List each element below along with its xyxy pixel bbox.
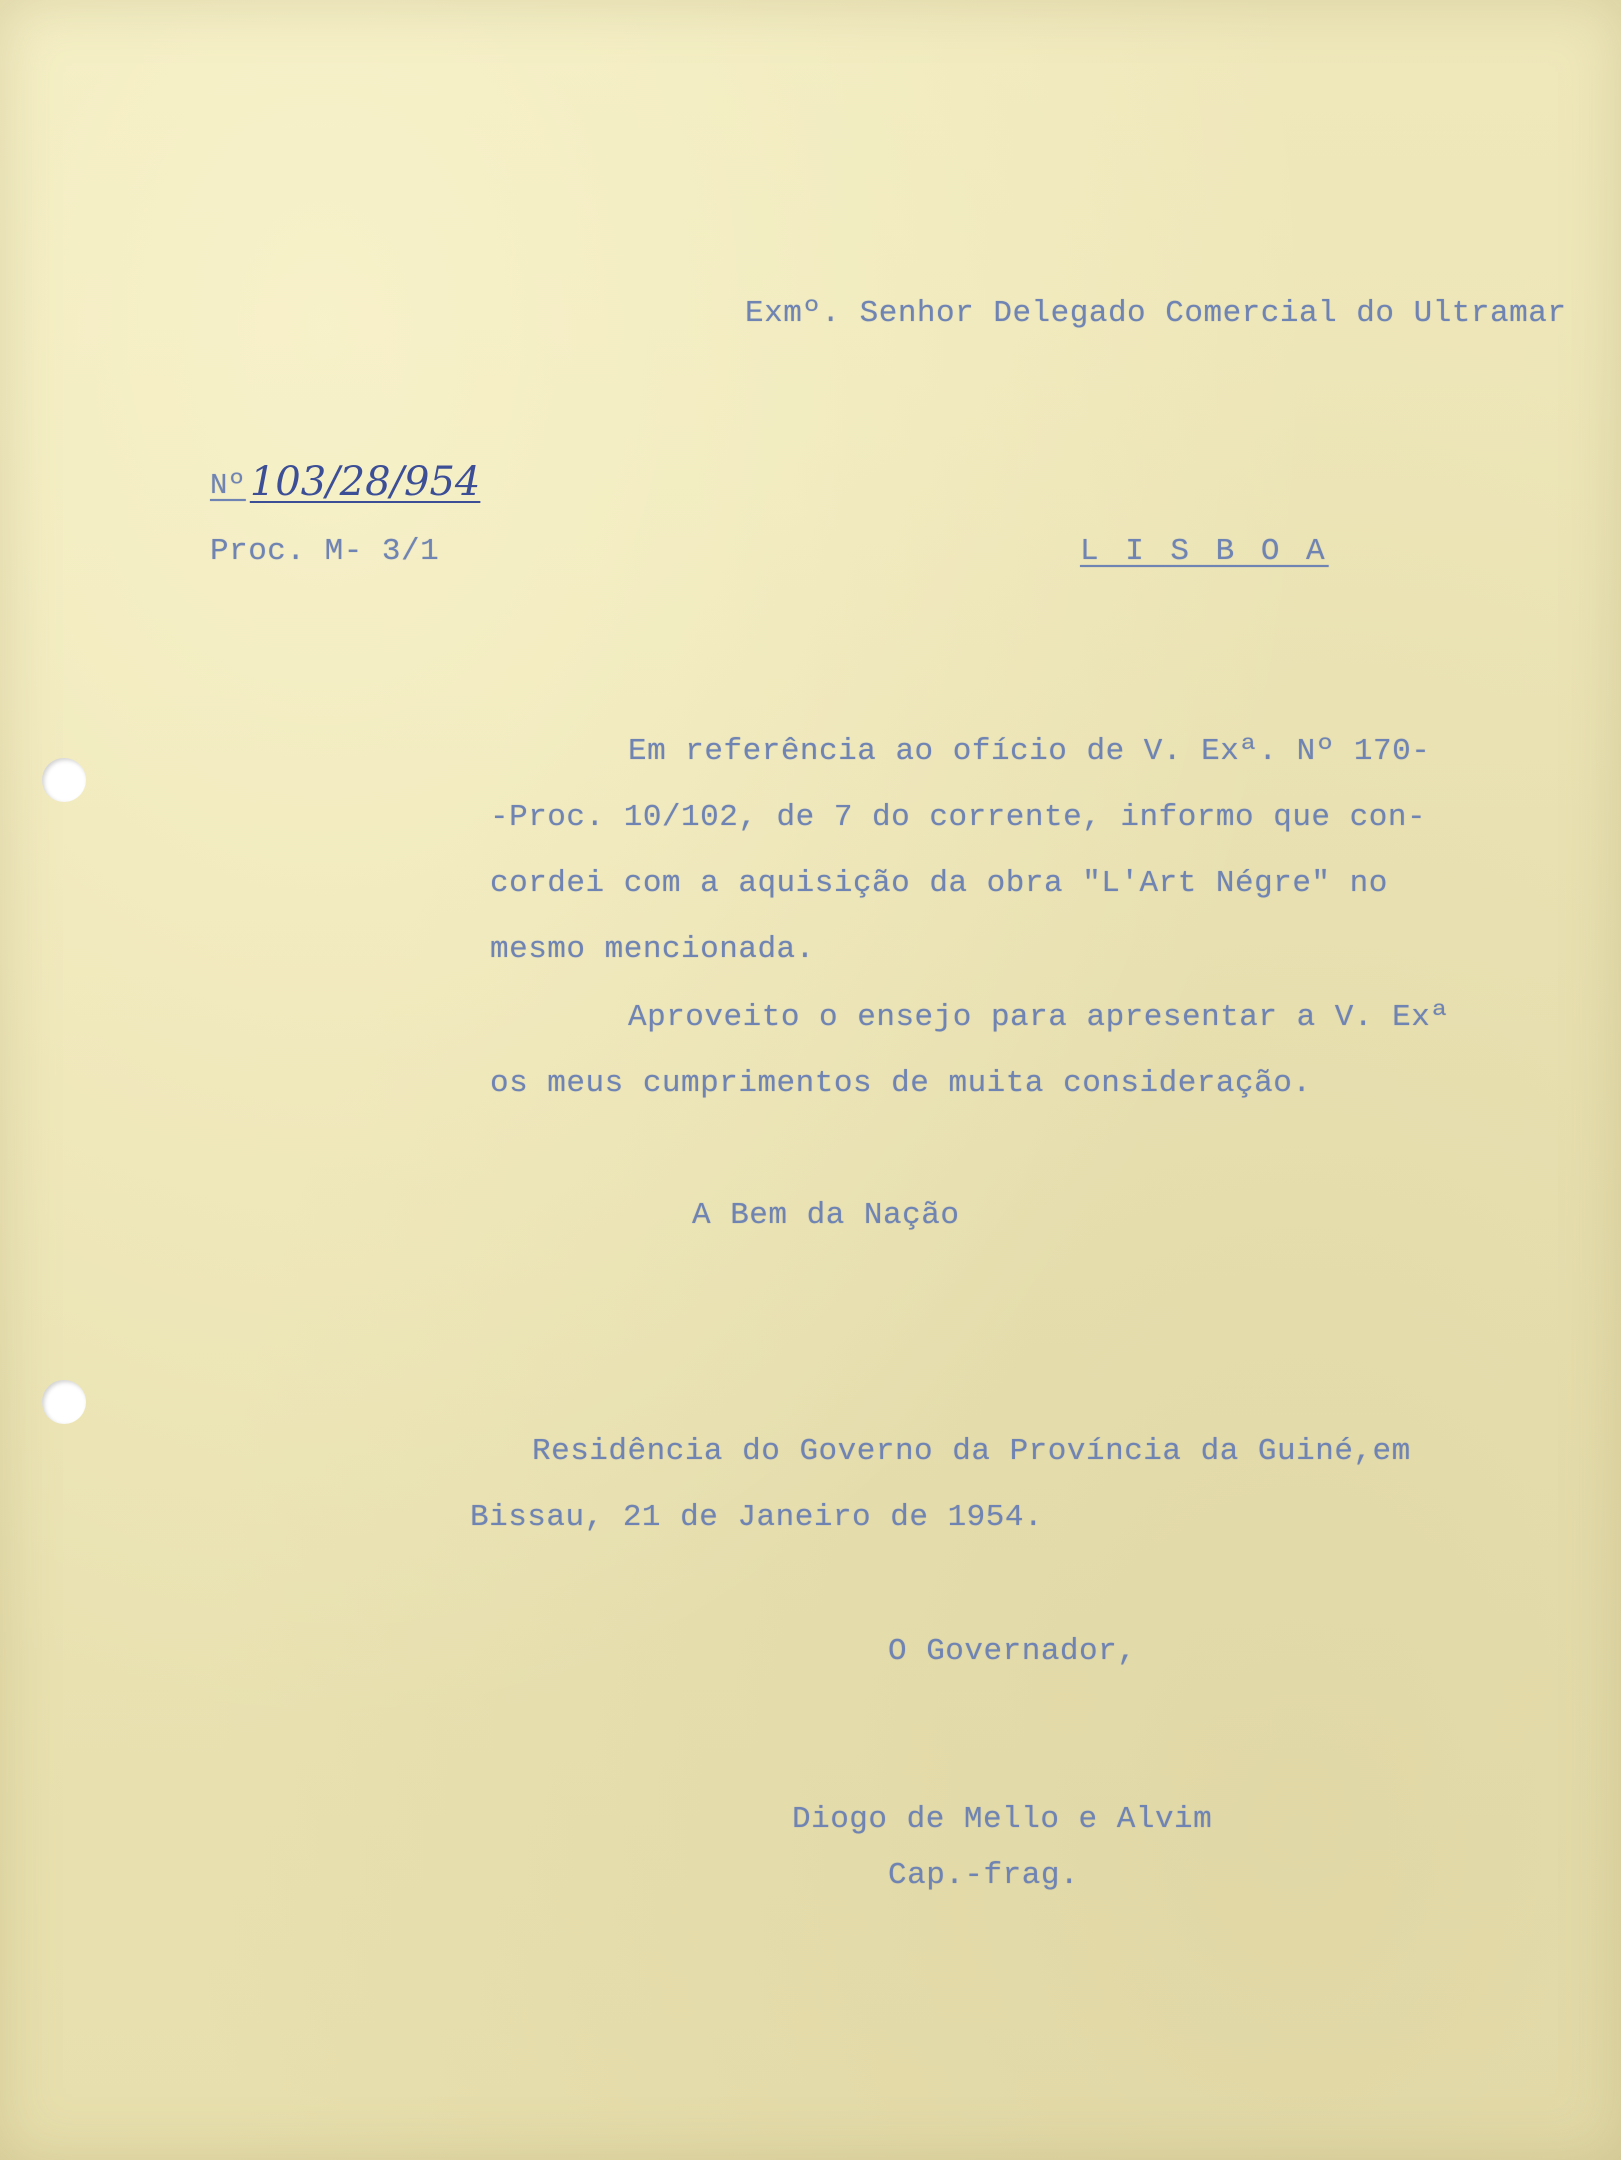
body-line-5: Aproveito o ensejo para apresentar a V. Exª bbox=[628, 1000, 1450, 1035]
reference-number-prefix: Nº bbox=[210, 469, 246, 502]
process-reference: Proc. M- 3/1 bbox=[210, 534, 440, 569]
place-line-2: Bissau, 21 de Janeiro de 1954. bbox=[470, 1500, 1044, 1535]
body-line-3: cordei com a aquisição da obra "L'Art Négre" no bbox=[490, 866, 1388, 901]
body-line-1: Em referência ao ofício de V. Exª. Nº 170- bbox=[628, 734, 1431, 769]
reference-number bbox=[210, 459, 481, 505]
body-line-2: -Proc. 10/102, de 7 do corrente, informo que con- bbox=[490, 800, 1427, 835]
reference-number-handwritten: 103/28/954 bbox=[249, 459, 481, 505]
signatory-name: Diogo de Mello e Alvim bbox=[792, 1802, 1213, 1837]
punch-hole-bottom bbox=[42, 1380, 86, 1424]
punch-hole-top bbox=[42, 758, 86, 802]
addressee-line: Exmº. Senhor Delegado Comercial do Ultramar bbox=[745, 296, 1567, 331]
body-line-4: mesmo mencionada. bbox=[490, 932, 815, 967]
place-line-1: Residência do Governo da Província da Guiné,em bbox=[532, 1434, 1411, 1469]
signatory-title: O Governador, bbox=[888, 1634, 1137, 1669]
body-line-6: os meus cumprimentos de muita consideração. bbox=[490, 1066, 1312, 1101]
city-heading: L I S B O A bbox=[1080, 534, 1329, 569]
signatory-rank: Cap.-frag. bbox=[888, 1858, 1080, 1893]
salutation: A Bem da Nação bbox=[692, 1198, 960, 1233]
